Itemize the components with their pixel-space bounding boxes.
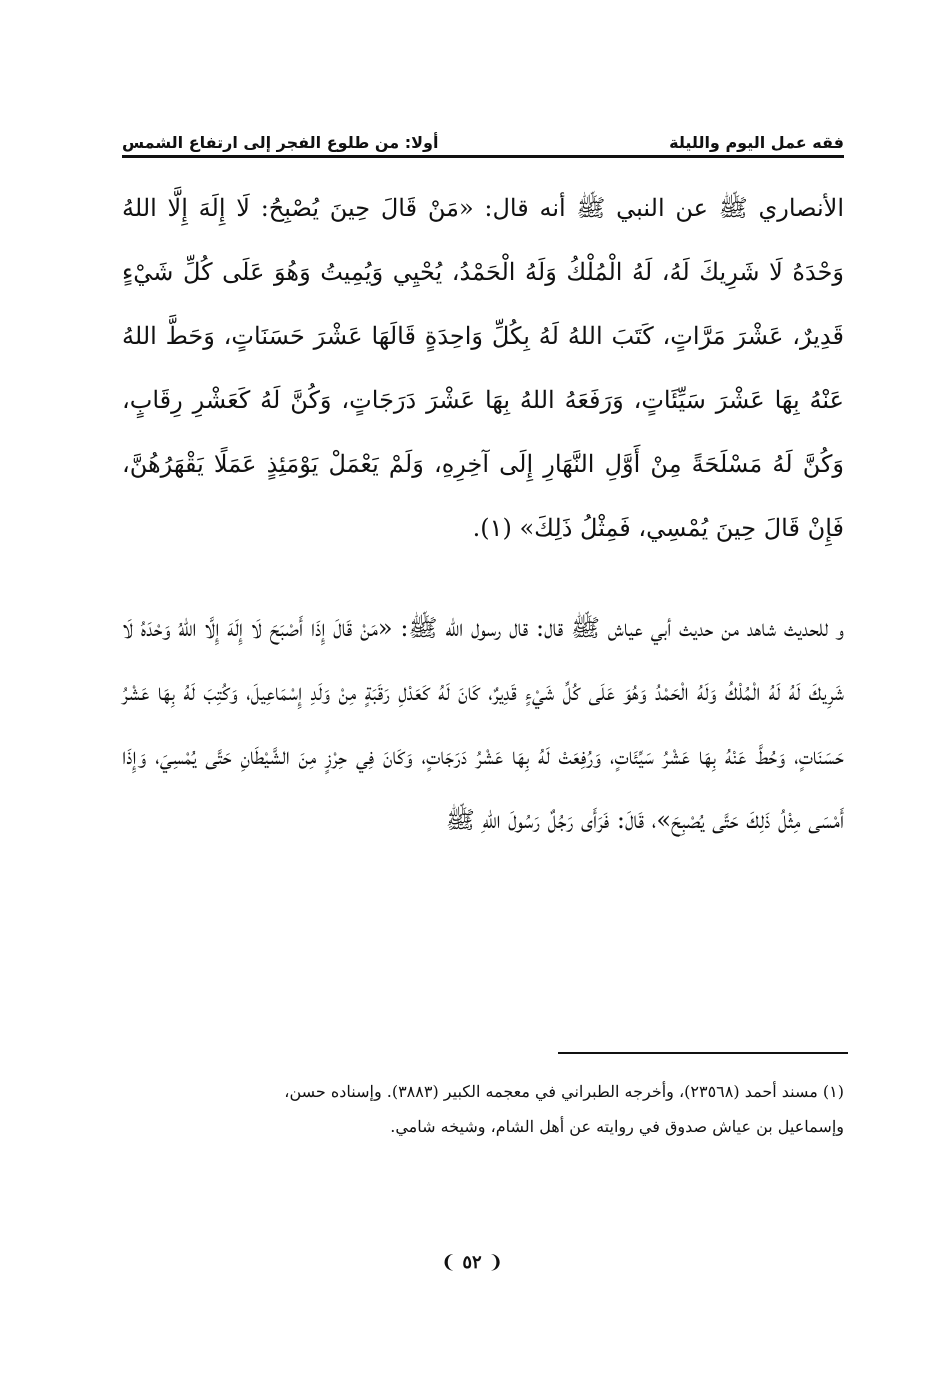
page-number: ٥٢ — [462, 1252, 482, 1273]
ornament-right-icon: ❩ — [487, 1252, 504, 1273]
book-title: فقه عمل اليوم والليلة — [669, 133, 844, 152]
main-text — [122, 176, 844, 852]
paragraph-hadith-1: الأنصاري ﷺ عن النبي ﷺ أنه قال: «مَنْ قَالَ حِينَ يُصْبِحُ: لَا إِلَهَ إِلَّا اللهُ وَحْدَهُ لَا شَرِيكَ لَهُ، لَهُ الْمُلْكُ وَلَهُ الْحَمْدُ، يُحْيِي وَيُمِيتُ وَهُوَ عَلَى كُلِّ شَيْءٍ قَدِيرٌ، عَشْرَ مَرَّاتٍ، كَتَبَ اللهُ لَهُ بِكُلِّ وَاحِدَةٍ قَالَهَا عَشْرَ حَسَنَاتٍ، وَحَطَّ اللهُ عَنْهُ بِهَا عَشْرَ سَيِّئَاتٍ، وَرَفَعَهُ اللهُ بِهَا عَشْرَ دَرَجَاتٍ، وَكُنَّ لَهُ كَعَشْرِ رِقَابٍ، وَكُنَّ لَهُ مَسْلَحَةً مِنْ أَوَّلِ النَّهَارِ إِلَى آخِرِهِ، وَلَمْ يَعْمَلْ يَوْمَئِذٍ عَمَلًا يَقْهَرُهُنَّ، فَإِنْ قَالَ حِينَ يُمْسِي، فَمِثْلُ ذَلِكَ» (١). — [122, 194, 844, 542]
page-number-block — [0, 1252, 944, 1273]
footnote-divider — [558, 1052, 848, 1054]
ornament-left-icon: ❨ — [440, 1252, 457, 1273]
footnote-1-line-1: (١) مسند أحمد (٢٣٥٦٨)، وأخرجه الطبراني في معجمه الكبير (٣٨٨٣). وإسناده حسن، — [284, 1082, 844, 1101]
paragraph-hadith-2: و للحديث شاهد من حديث أبي عياش ﷺ قال: قال رسول الله ﷺ: «مَنْ قَالَ إِذَا أَصْبَحَ لَا إِلَهَ إِلَّا اللهُ وَحْدَهُ لَا شَرِيكَ لَهُ لَهُ الْمُلْكُ وَلَهُ الْحَمْدُ وَهُوَ عَلَى كُلِّ شَيْءٍ قَدِيرٌ، كَانَ لَهُ كَعَدْلِ رَقَبَةٍ مِنْ وَلَدِ إِسْمَاعِيلَ، وَكُتِبَ لَهُ بِهَا عَشْرُ حَسَنَاتٍ، وَحُطَّ عَنْهُ بِهَا عَشْرُ سَيِّئَاتٍ، وَرُفِعَتْ لَهُ بِهَا عَشْرُ دَرَجَاتٍ، وَكَانَ فِي حِرْزٍ مِنَ الشَّيْطَانِ حَتَّى يُمْسِيَ، وَإِذَا أَمْسَى مِثْلُ ذَلِكَ حَتَّى يُصْبِحَ»، قَالَ: فَرَأَى رَجُلٌ رَسُولَ اللهِ ﷺ — [122, 614, 844, 834]
running-header — [122, 128, 844, 158]
footnote-1-line-2: وإسماعيل بن عياش صدوق في روايته عن أهل الشام، وشيخه شامي. — [390, 1117, 844, 1136]
footnotes — [122, 1074, 844, 1144]
chapter-title: أولا: من طلوع الفجر إلى ارتفاع الشمس — [122, 133, 439, 152]
